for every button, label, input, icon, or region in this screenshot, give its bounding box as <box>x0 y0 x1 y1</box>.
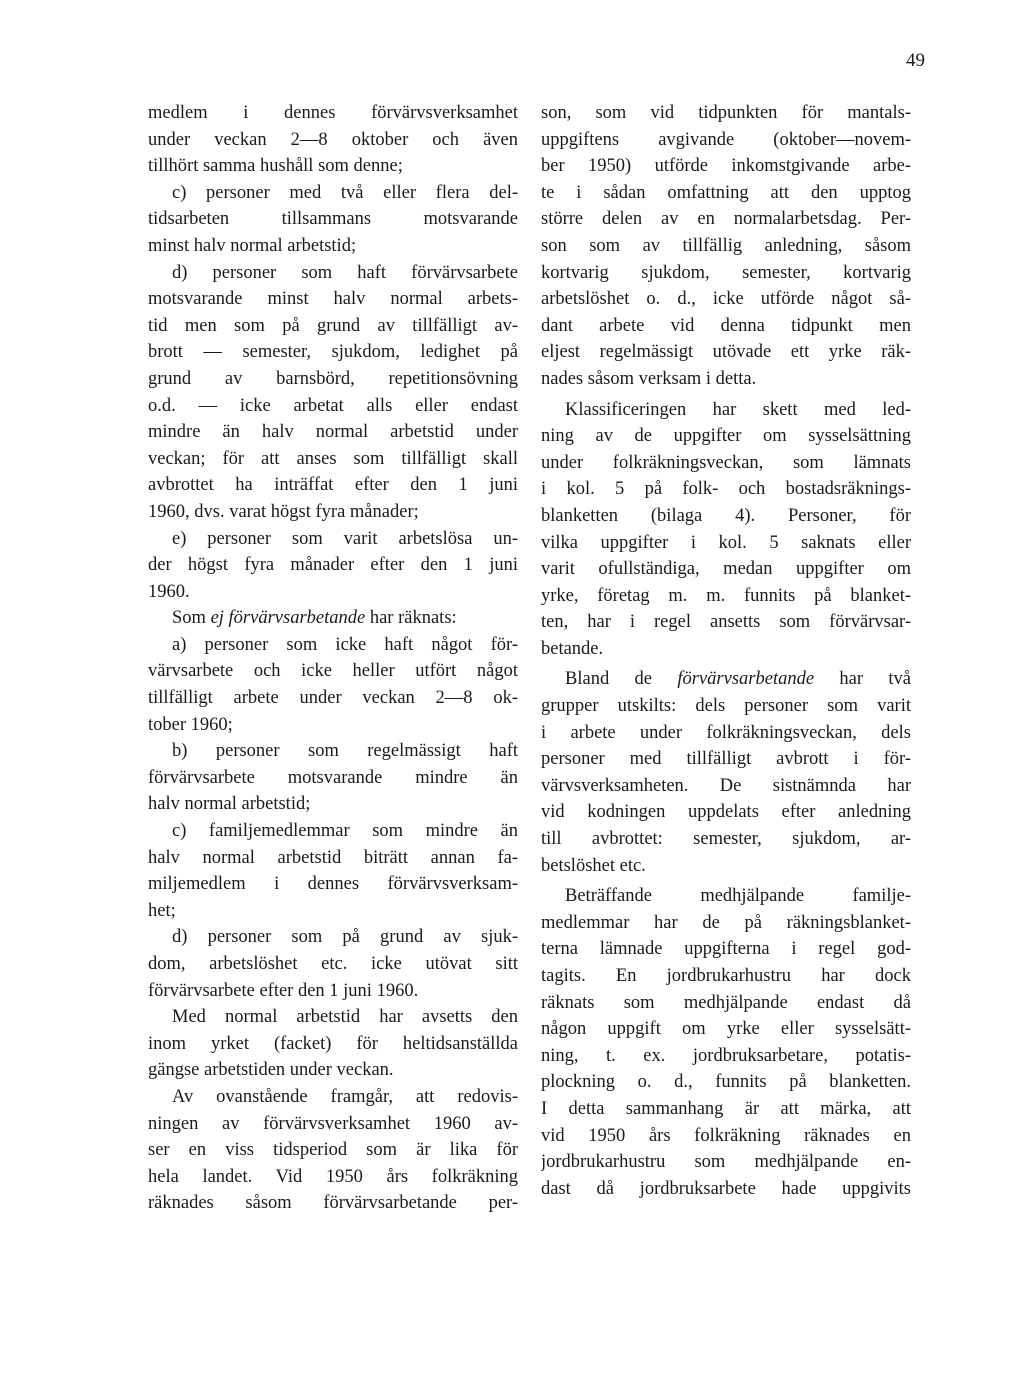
text-line: större delen av en normalarbetsdag. Per- <box>541 209 911 230</box>
italic-term: förvärvsarbetande <box>677 669 815 690</box>
text-line: Bland de förvärvsarbetande har två <box>565 669 911 690</box>
text-line: i kol. 5 på folk- och bostadsräknings- <box>541 479 911 500</box>
text-line: ser en viss tidsperiod som är lika för <box>148 1140 518 1161</box>
text-line: minst halv normal arbetstid; <box>148 235 357 256</box>
text-line: ber 1950) utförde inkomstgivande arbe- <box>541 156 911 177</box>
text-line: b) personer som regelmässigt haft <box>172 741 518 762</box>
text-line: het; <box>148 900 176 921</box>
text-line: medlemmar har de på räkningsblanket- <box>541 912 911 933</box>
text-line: någon uppgift om yrke eller sysselsätt- <box>541 1019 911 1040</box>
text-line: son som av tillfällig anledning, såsom <box>541 235 911 256</box>
text-line: yrke, företag m. m. funnits på blanket- <box>541 585 911 606</box>
text-line: betslöshet etc. <box>541 855 646 876</box>
text-line: varit ofullständiga, medan uppgifter om <box>541 559 911 580</box>
text-line: ning av de uppgifter om sysselsättning <box>541 426 911 447</box>
text-line: grupper utskilts: dels personer som varit <box>541 696 911 717</box>
text-line: uppgiftens avgivande (oktober—novem- <box>541 129 911 150</box>
text-line: dast då jordbruksarbete hade uppgivits <box>541 1178 911 1199</box>
text-line: d) personer som på grund av sjuk- <box>172 927 518 948</box>
text-line: halv normal arbetstid biträtt annan fa- <box>148 847 518 868</box>
text-line: betande. <box>541 638 604 659</box>
text-line: förvärvsarbete efter den 1 juni 1960. <box>148 980 419 1001</box>
text-line: 1960, dvs. varat högst fyra månader; <box>148 501 419 522</box>
text-line: ning, t. ex. jordbruksarbetare, potatis- <box>541 1045 911 1066</box>
text-line: tid men som på grund av tillfälligt av- <box>148 315 518 336</box>
text-line: dant arbete vid denna tidpunkt men <box>541 315 911 336</box>
text-line: d) personer som haft förvärvsarbete <box>172 262 518 283</box>
text-line: gängse arbetstiden under veckan. <box>148 1060 394 1081</box>
text-line: räknades såsom förvärvsarbetande per- <box>148 1193 518 1214</box>
text-line: brott — semester, sjukdom, ledighet på <box>148 342 518 363</box>
text-line: Beträffande medhjälpande familje- <box>565 886 911 907</box>
text-line: Som ej förvärvsarbetande har räknats: <box>172 608 457 629</box>
text-line: medlem i dennes förvärvsverksamhet <box>148 103 518 123</box>
text-line: Av ovanstående framgår, att redovis- <box>172 1086 518 1107</box>
text-line: nades såsom verksam i detta. <box>541 368 757 389</box>
text-line: o.d. — icke arbetat alls eller endast <box>148 395 518 416</box>
text-line: tillhört samma hushåll som denne; <box>148 156 403 177</box>
text-line: arbetslöshet o. d., icke utförde något så- <box>541 289 911 310</box>
text-line: c) personer med två eller flera del- <box>172 182 518 203</box>
text-line: under folkräkningsveckan, som lämnats <box>541 452 911 473</box>
text-line: mindre än halv normal arbetstid under <box>148 422 518 443</box>
text-line: kortvarig sjukdom, semester, kortvarig <box>541 262 911 283</box>
left-text-column <box>148 100 518 1217</box>
text-line: jordbrukarhustru som medhjälpande en- <box>541 1152 911 1173</box>
text-line: i arbete under folkräkningsveckan, dels <box>541 722 911 743</box>
text-line: ten, har i regel ansetts som förvärvsar- <box>541 612 911 633</box>
text-line: terna lämnade uppgifterna i regel god- <box>541 939 911 960</box>
text-line: Med normal arbetstid har avsetts den <box>172 1007 518 1028</box>
text-line: ningen av förvärvsverksamhet 1960 av- <box>148 1113 518 1134</box>
text-line: förvärvsarbete motsvarande mindre än <box>148 767 518 788</box>
text-line: 1960. <box>148 581 190 602</box>
text-line: under veckan 2—8 oktober och även <box>148 129 518 150</box>
text-line: avbrottet ha inträffat efter den 1 juni <box>148 475 518 496</box>
text-line: räknats som medhjälpande endast då <box>541 992 911 1013</box>
text-line: tillfälligt arbete under veckan 2—8 ok- <box>148 688 518 709</box>
text-line: motsvarande minst halv normal arbets- <box>148 289 518 310</box>
text-line: tagits. En jordbrukarhustru har dock <box>541 966 911 986</box>
text-line: eljest regelmässigt utövade ett yrke räk- <box>541 342 911 363</box>
text-line: hela landet. Vid 1950 års folkräkning <box>148 1166 518 1187</box>
text-line: plockning o. d., funnits på blanketten. <box>541 1072 911 1093</box>
text-line: veckan; för att anses som tillfälligt skall <box>148 448 518 469</box>
right-text-column <box>541 100 911 1202</box>
text-line: vilka uppgifter i kol. 5 saknats eller <box>541 532 911 553</box>
text-line: son, som vid tidpunkten för mantals- <box>541 103 911 123</box>
text-line: c) familjemedlemmar som mindre än <box>172 821 518 842</box>
text-line: blanketten (bilaga 4). Personer, för <box>541 505 911 526</box>
text-line: inom yrket (facket) för heltidsanställda <box>148 1033 518 1054</box>
text-line: halv normal arbetstid; <box>148 794 311 815</box>
text-line: till avbrottet: semester, sjukdom, ar- <box>541 829 911 850</box>
text-line: I detta sammanhang är att märka, att <box>541 1098 911 1119</box>
text-line: Klassificeringen har skett med led- <box>565 399 911 420</box>
text-line: värvsverksamheten. De sistnämnda har <box>541 775 911 796</box>
text-line: e) personer som varit arbetslösa un- <box>172 528 518 549</box>
page-number: 49 <box>906 50 925 71</box>
text-line: värvsarbete och icke heller utfört något <box>148 661 518 682</box>
text-line: personer med tillfälligt avbrott i för- <box>541 749 911 770</box>
text-line: te i sådan omfattning att den upptog <box>541 182 911 203</box>
text-line: vid 1950 års folkräkning räknades en <box>541 1125 911 1146</box>
text-line: dom, arbetslöshet etc. icke utövat sitt <box>148 954 518 974</box>
text-line: grund av barnsbörd, repetitionsövning <box>148 368 518 389</box>
text-line: a) personer som icke haft något för- <box>172 634 518 655</box>
italic-term: ej förvärvsarbetande <box>210 608 366 629</box>
text-line: vid kodningen uppdelats efter anledning <box>541 802 911 823</box>
text-line: miljemedlem i dennes förvärvsverksam- <box>148 874 518 895</box>
text-line: tidsarbeten tillsammans motsvarande <box>148 209 518 230</box>
text-line: der högst fyra månader efter den 1 juni <box>148 555 518 576</box>
text-line: tober 1960; <box>148 714 233 735</box>
